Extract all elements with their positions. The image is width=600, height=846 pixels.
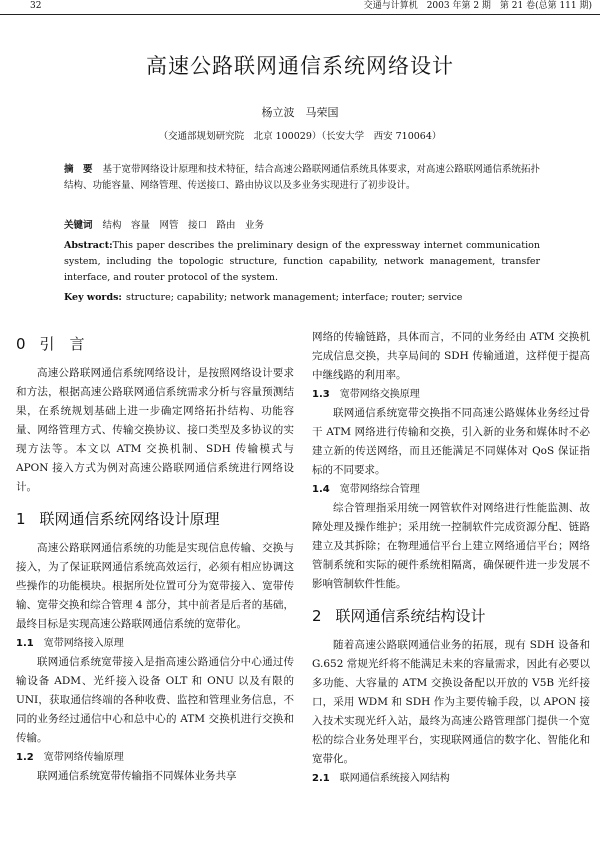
right-column <box>312 328 590 788</box>
keywords-en <box>64 290 540 306</box>
abstract-cn-text: 基于宽带网络设计原理和技术特征，结合高速公路联网通信系统具体要求，对高速公路联网通信系统拓扑结构、功能容量、网络管理、传送接口、路由协议以及多业务实现进行了初步设计。 <box>64 164 540 191</box>
section-1-3-heading: 1.3 宽带网络交换原理 <box>312 389 420 400</box>
abstract-cn-label: 摘 要 <box>64 164 93 175</box>
journal-info: 交通与计算机 2003 年第 2 期 第 21 卷(总第 111 期) <box>363 1 592 11</box>
section-1-4-heading: 1.4 宽带网络综合管理 <box>312 484 420 495</box>
abstract-en <box>64 238 540 286</box>
keywords-cn-label: 关键词 <box>64 220 93 231</box>
authors: 杨立波 马荣国 <box>261 106 339 119</box>
keywords-cn <box>64 218 540 234</box>
section-1-2-heading: 1.2 宽带网络传输原理 <box>16 752 124 763</box>
section-2-1-heading: 2.1 联网通信系统接入网结构 <box>312 773 450 784</box>
abstract-en-label: Abstract: <box>64 240 113 251</box>
section-1-heading: 1 联网通信系统网络设计原理 <box>16 510 220 528</box>
paragraph: 联网通信系统宽带传输指不同媒体业务共享 <box>37 770 237 782</box>
section-1-1-heading: 1.1 宽带网络接入原理 <box>16 638 124 649</box>
paragraph: 高速公路联网通信系统的功能是实现信息传输、交换与接入，为了保证联网通信系统高效运行，必须有相应协调这些操作的功能模块。根据所处位置可分为宽带接入、宽带传输、宽带交换和综合管理 4 部分，其中前者是后者的基础，最终目标是实现高速公路联网通信系统的宽带化。 <box>16 542 294 630</box>
abstract-en-text: This paper describes the preliminary design of the expressway internet communication system, including the topologic structure, function capability, network management, transfer interface, and router protocol of the system. <box>64 240 540 283</box>
paragraph: 联网通信系统宽带交换指不同高速公路媒体业务经过骨干 ATM 网络进行传输和交换，引入新的业务和媒体时不必建立新的传送网络，而且还能满足不同媒体对 QoS 保证指标的不同要求。 <box>312 407 590 476</box>
keywords-en-label: Key words: <box>64 292 122 303</box>
paragraph: 随着高速公路联网通信业务的拓展，现有 SDH 设备和 G.652 常规光纤将不能满足未来的容量需求，因此有必要以多功能、大容量的 ATM 交换设备配以开放的 V5B 光纤接口，采用 WDM 和 SDH 作为主要传输手段，以 APON 接入技术实现光纤入站，最终为高速公路管理部门提供一个宽松的综合业务处理平台，实现联网通信的数字化、智能化和宽带化。 <box>312 639 590 765</box>
keywords-en-text: structure; capability; network management; interface; router; service <box>125 292 463 303</box>
running-header <box>0 0 600 15</box>
paper-title: 高速公路联网通信系统网络设计 <box>146 54 454 78</box>
left-column <box>16 328 294 786</box>
section-2-heading: 2 联网通信系统结构设计 <box>312 607 486 625</box>
affiliation: （交通部规划研究院 北京 100029）（长安大学 西安 710064） <box>158 131 442 142</box>
paragraph: 高速公路联网通信系统网络设计，是按照网络设计要求和方法，根据高速公路联网通信系统需求分析与容量预测结果，在系统规划基础上进一步确定网络拓扑结构、功能容量、网络管理方式、传输交换协议、接口类型及多协议的实现方法等。本文以 ATM 交换机制、SDH 传输模式与 APON 接入方式为例对高速公路联网通信系统进行网络设计。 <box>16 367 294 493</box>
paragraph: 联网通信系统宽带接入是指高速公路通信分中心通过传输设备 ADM、光纤接入设备 OLT 和 ONU 以及有限的 UNI，获取通信终端的各种收费、监控和管理业务信息，不同的业务经过通信中心和总中心的 ATM 交换机进行交换和传输。 <box>16 656 294 744</box>
section-0-heading: 0 引 言 <box>16 335 85 353</box>
paragraph: 综合管理指采用统一网管软件对网络进行性能监测、故障处理及操作维护；采用统一控制软件完成资源分配、链路建立及其拆除；在物理通信平台上建立网络通信平台；网络管制系统和实际的硬件系统相隔离，确保硬件进一步发展不影响管制软件性能。 <box>312 502 590 590</box>
page-number: 32 <box>30 1 42 11</box>
paragraph: 网络的传输链路，具体而言，不同的业务经由 ATM 交换机完成信息交换，共享局间的 SDH 传输通道，这样便于提高中继线路的利用率。 <box>312 331 590 381</box>
abstract-cn <box>64 162 540 194</box>
keywords-cn-text: 结构 容量 网管 接口 路由 业务 <box>102 220 265 231</box>
